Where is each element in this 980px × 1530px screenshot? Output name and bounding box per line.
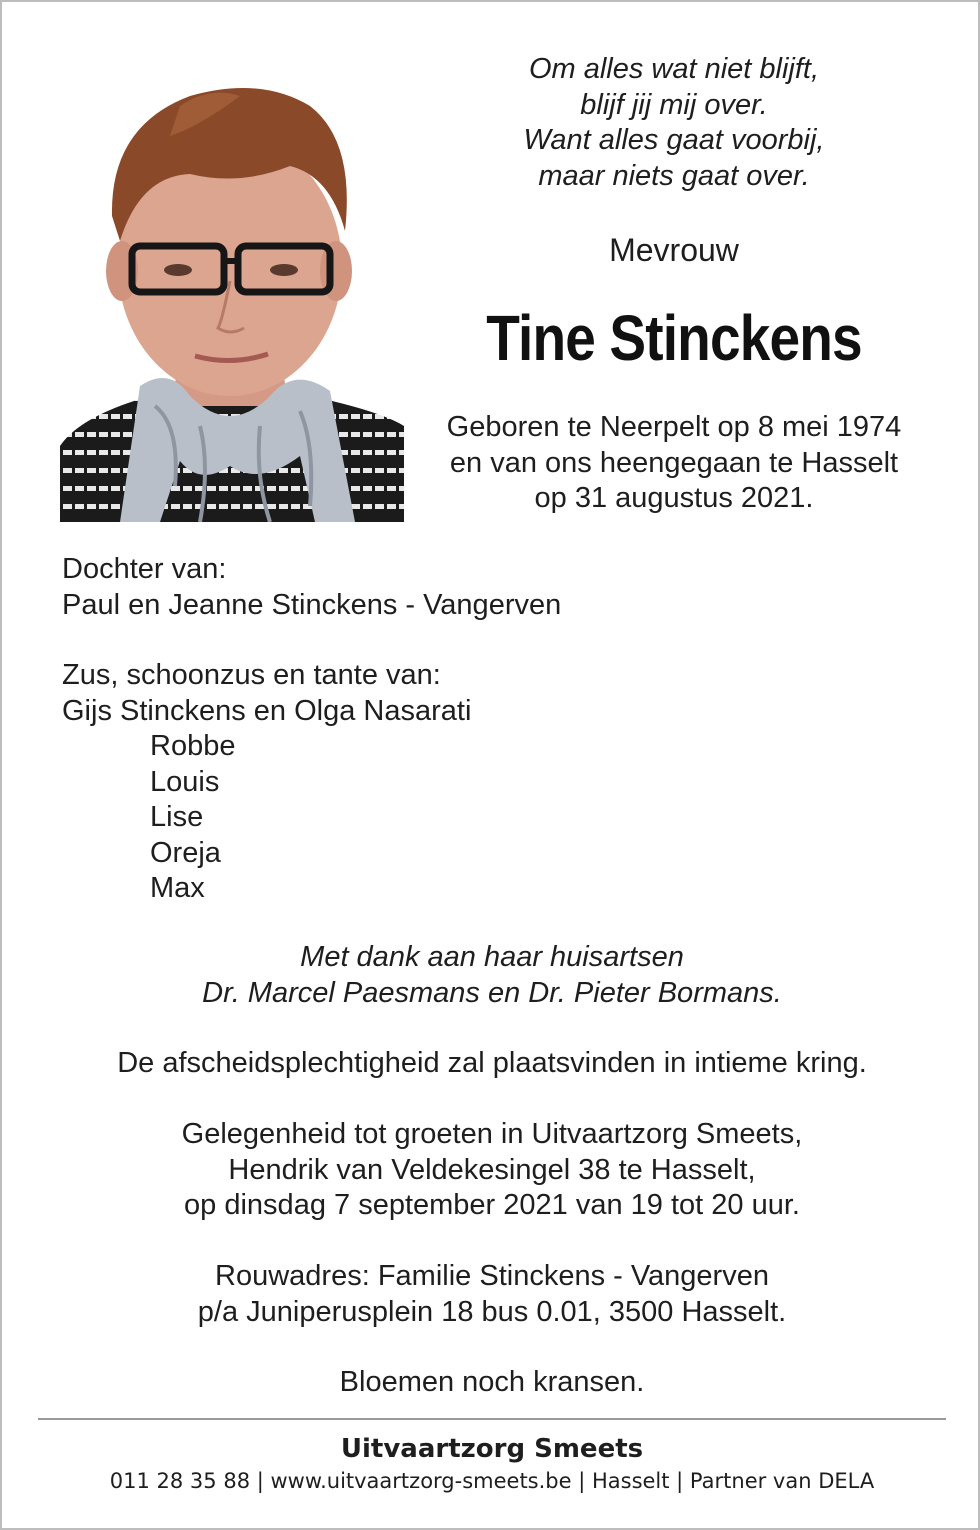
thanks-line: Met dank aan haar huisartsen xyxy=(300,941,684,973)
child-name: Oreja xyxy=(150,836,221,869)
thanks-section xyxy=(42,940,942,1011)
funeral-home-contact: 011 28 35 88 | www.uitvaartzorg-smeets.be | Hasselt | Partner van DELA xyxy=(109,1469,875,1493)
portrait-photo xyxy=(60,66,404,522)
visitation-line: op dinsdag 7 september 2021 van 19 tot 20 uur. xyxy=(184,1189,800,1221)
visitation-line: Gelegenheid tot groeten in Uitvaartzorg Smeets, xyxy=(181,1118,803,1150)
poem xyxy=(424,52,924,194)
child-name: Louis xyxy=(150,765,220,798)
birth-death-details xyxy=(424,410,924,517)
poem-line: blijf jij mij over. xyxy=(580,88,768,121)
poem-line: Om alles wat niet blijft, xyxy=(528,53,820,85)
family-section xyxy=(62,658,471,907)
child-name: Robbe xyxy=(150,730,236,762)
child-name: Max xyxy=(150,872,205,904)
birth-line: op 31 augustus 2021. xyxy=(534,482,814,514)
poem-line: Want alles gaat voorbij, xyxy=(523,124,825,156)
visitation-section xyxy=(42,1117,942,1224)
birth-line: en van ons heengegaan te Hasselt xyxy=(449,446,899,479)
salutation: Mevrouw xyxy=(609,232,739,268)
visitation-line: Hendrik van Veldekesingel 38 te Hasselt, xyxy=(228,1153,756,1186)
child-name: Lise xyxy=(150,801,204,833)
family-heading: Zus, schoonzus en tante van: xyxy=(62,659,441,691)
footer-divider xyxy=(38,1418,946,1420)
ceremony-notice: De afscheidsplechtigheid zal plaatsvinden in intieme kring. xyxy=(117,1047,867,1079)
poem-line: maar niets gaat over. xyxy=(538,159,810,192)
daughter-section xyxy=(62,552,561,623)
funeral-home-name: Uitvaartzorg Smeets xyxy=(340,1434,644,1464)
address-line: p/a Juniperusplein 18 bus 0.01, 3500 Hasselt. xyxy=(197,1295,787,1328)
daughter-heading: Dochter van: xyxy=(62,553,227,585)
mourning-address xyxy=(42,1259,942,1330)
thanks-line: Dr. Marcel Paesmans en Dr. Pieter Bormans. xyxy=(202,976,782,1009)
address-line: Rouwadres: Familie Stinckens - Vangerven xyxy=(215,1260,769,1292)
parents-names: Paul en Jeanne Stinckens - Vangerven xyxy=(62,588,562,621)
birth-line: Geboren te Neerpelt op 8 mei 1974 xyxy=(446,411,902,443)
flowers-notice: Bloemen noch kransen. xyxy=(339,1366,645,1398)
siblings-names: Gijs Stinckens en Olga Nasarati xyxy=(62,694,472,727)
deceased-name: Tine Stinckens xyxy=(486,302,862,374)
